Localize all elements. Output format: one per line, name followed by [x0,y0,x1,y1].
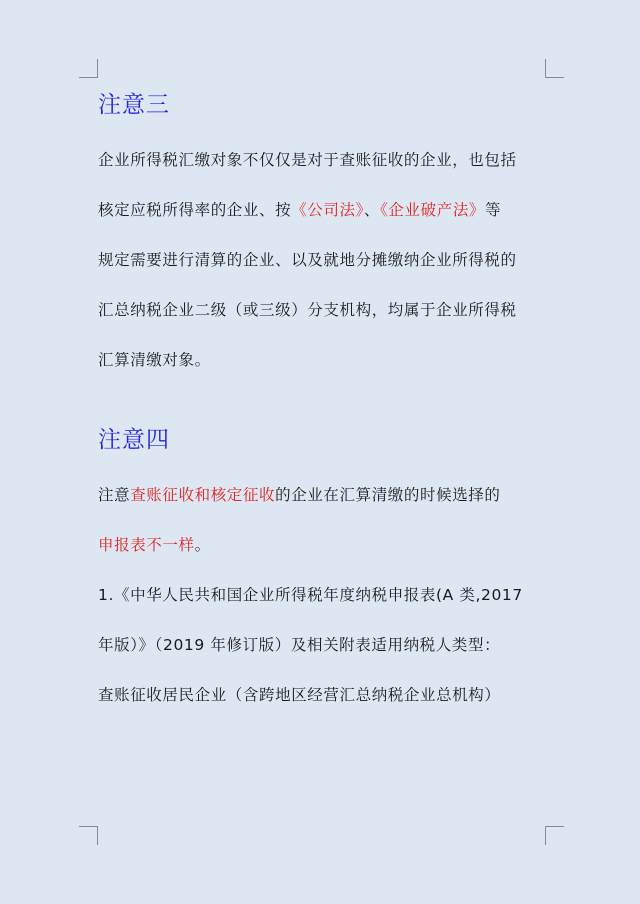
highlight-different-forms: 申报表不一样 [98,536,195,554]
crop-mark-bottom-right [545,826,564,845]
paragraph-line: 企业所得税汇缴对象不仅仅是对于查账征收的企业，也包括 [98,151,517,169]
paragraph-line [98,185,548,235]
section-heading-4: 注意四 [98,427,170,453]
paragraph-line [98,470,548,520]
text-run: 核定应税所得率的企业、按 [98,201,292,219]
section-4-paragraph [98,470,548,720]
law-reference-bankruptcy-law: 《企业破产法》 [380,201,486,219]
crop-mark-top-left [79,59,98,78]
crop-mark-top-right [545,59,564,78]
text-run: 注意 [98,486,131,504]
section-heading-3: 注意三 [98,92,170,118]
crop-mark-bottom-left [79,826,98,845]
paragraph-line: 规定需要进行清算的企业、以及就地分摊缴纳企业所得税的 [98,251,517,269]
text-run: 等 [485,201,502,219]
paragraph-line: 汇算清缴对象。 [98,351,211,369]
text-run: 。 [194,536,211,554]
law-reference-company-law: 《公司法》 [291,201,364,219]
highlight-collection-methods: 查账征收和核定征收 [130,486,276,504]
paragraph-line: 汇总纳税企业二级（或三级）分支机构，均属于企业所得税 [98,301,517,319]
paragraph-line: 1.《中华人民共和国企业所得税年度纳税申报表(A 类,2017 [98,586,523,604]
text-run: 、 [363,201,381,219]
paragraph-line: 查账征收居民企业（含跨地区经营汇总纳税企业总机构） [98,686,501,704]
text-run: 的企业在汇算清缴的时候选择的 [275,486,501,504]
paragraph-line [98,520,548,570]
paragraph-line: 年版）》（2019 年修订版）及相关附表适用纳税人类型： [98,636,501,654]
section-3-paragraph [98,135,548,385]
